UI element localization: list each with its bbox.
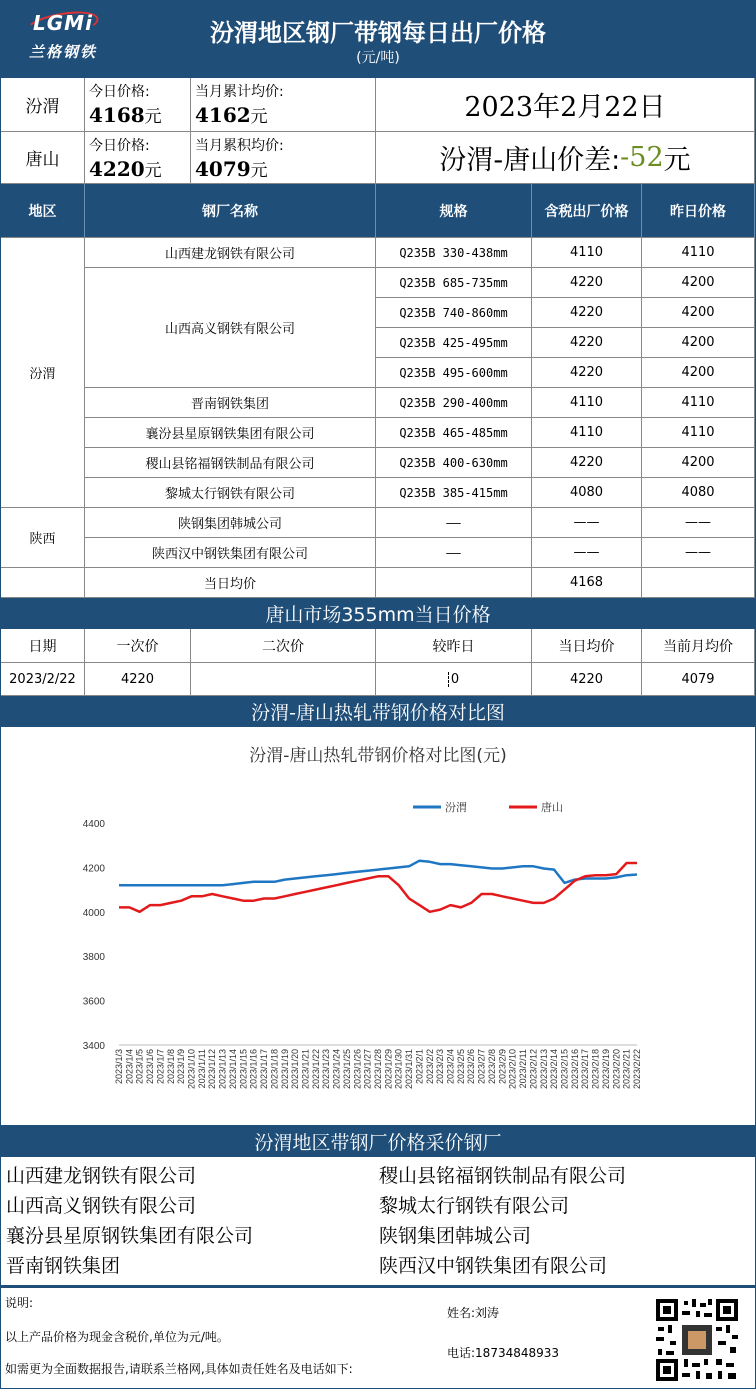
x-tick-label: 2023/1/10 <box>186 1049 197 1090</box>
mill-name: 陕西汉中钢铁集团有限公司 <box>85 538 376 568</box>
ts-date: 2023/2/22 <box>1 663 85 696</box>
price-chart <box>1 727 755 1125</box>
x-tick-label: 2023/1/18 <box>269 1049 280 1090</box>
x-tick-label: 2023/1/4 <box>124 1049 135 1085</box>
x-tick-label: 2023/2/15 <box>559 1049 570 1090</box>
x-tick-label: 2023/2/14 <box>549 1049 560 1090</box>
prev-cell: 4200 <box>642 448 755 478</box>
x-tick-label: 2023/2/10 <box>507 1049 518 1090</box>
spec-cell: Q235B 465-485mm <box>376 418 532 448</box>
mill-name: 晋南钢铁集团 <box>85 388 376 418</box>
avg-empty <box>376 568 532 598</box>
x-tick-label: 2023/2/1 <box>414 1049 425 1085</box>
price-cell: 4220 <box>532 298 642 328</box>
prev-cell: 4200 <box>642 328 755 358</box>
avg-label: 当日均价 <box>85 568 376 598</box>
x-tick-label: 2023/1/20 <box>290 1049 301 1090</box>
price-diff: 汾渭-唐山价差: -52 元 <box>376 132 755 184</box>
price-cell: —— <box>532 538 642 568</box>
fenwei-today-cell: 今日价格: 4168元 <box>85 78 191 132</box>
x-tick-label: 2023/2/2 <box>424 1049 435 1085</box>
y-tick-label: 3400 <box>82 1041 105 1052</box>
report-unit: (元/吨) <box>356 50 400 66</box>
tangshan-month-value: 4079 <box>195 157 251 181</box>
prev-cell: 4200 <box>642 358 755 388</box>
x-tick-label: 2023/1/13 <box>217 1049 228 1090</box>
contact-phone: 电话:18734848933 <box>447 1346 560 1360</box>
prev-cell: 4080 <box>642 478 755 508</box>
x-tick-label: 2023/2/20 <box>611 1049 622 1090</box>
x-tick-label: 2023/2/16 <box>569 1049 580 1090</box>
price-cell: 4220 <box>532 358 642 388</box>
prev-cell: —— <box>642 508 755 538</box>
x-tick-label: 2023/1/25 <box>341 1049 352 1090</box>
price-cell: 4080 <box>532 478 642 508</box>
x-tick-label: 2023/1/14 <box>227 1049 238 1090</box>
x-tick-label: 2023/2/6 <box>466 1049 477 1085</box>
x-tick-label: 2023/1/9 <box>176 1049 187 1085</box>
summary-region-fenwei: 汾渭 <box>1 78 85 132</box>
chart-section-title: 汾渭-唐山热轧带钢价格对比图 <box>1 696 755 727</box>
ts-change: 0 <box>376 663 532 696</box>
x-tick-label: 2023/2/12 <box>528 1049 539 1090</box>
spec-cell: Q235B 330-438mm <box>376 238 532 268</box>
avg-empty <box>642 568 755 598</box>
x-tick-label: 2023/1/21 <box>300 1049 311 1090</box>
ts-col-second: 二次价 <box>191 629 376 663</box>
col-price: 含税出厂价格 <box>532 184 642 238</box>
spec-cell: Q235B 385-415mm <box>376 478 532 508</box>
region-shaanxi: 陕西 <box>1 508 85 568</box>
x-tick-label: 2023/1/31 <box>404 1049 415 1090</box>
mill-name: 山西高义钢铁有限公司 <box>85 268 376 388</box>
y-tick-label: 4400 <box>82 819 105 830</box>
x-tick-label: 2023/1/8 <box>165 1049 176 1085</box>
y-tick-label: 4000 <box>82 907 105 919</box>
price-cell: —— <box>532 508 642 538</box>
col-prev: 昨日价格 <box>642 184 755 238</box>
price-cell: 4220 <box>532 268 642 298</box>
series-line <box>119 861 637 886</box>
price-cell: 4110 <box>532 418 642 448</box>
tangshan-market-title: 唐山市场355mm当日价格 <box>1 598 755 629</box>
x-tick-label: 2023/2/3 <box>435 1049 446 1085</box>
mill-list-item: 山西建龙钢铁有限公司 <box>6 1165 197 1187</box>
contact-name: 姓名:刘涛 <box>447 1306 500 1320</box>
y-tick-label: 3600 <box>82 996 105 1008</box>
mill-name: 稷山县铭福钢铁制品有限公司 <box>85 448 376 478</box>
price-cell: 4110 <box>532 238 642 268</box>
x-tick-label: 2023/1/16 <box>248 1049 259 1090</box>
avg-value: 4168 <box>532 568 642 598</box>
legend-label: 汾渭 <box>445 802 467 814</box>
prev-cell: 4110 <box>642 418 755 448</box>
col-spec: 规格 <box>376 184 532 238</box>
x-tick-label: 2023/2/9 <box>497 1049 508 1085</box>
col-mill: 钢厂名称 <box>85 184 376 238</box>
spec-cell: Q235B 425-495mm <box>376 328 532 358</box>
spec-cell: Q235B 740-860mm <box>376 298 532 328</box>
mill-list-item: 陕西汉中钢铁集团有限公司 <box>379 1255 608 1277</box>
report-date: 2023年2月22日 <box>376 78 755 132</box>
x-tick-label: 2023/1/12 <box>207 1049 218 1090</box>
x-tick-label: 2023/1/29 <box>383 1049 394 1090</box>
tangshan-today-cell: 今日价格: 4220元 <box>85 132 191 184</box>
fenwei-month-cell: 当月累计均价: 4162元 <box>191 78 376 132</box>
mill-list-item: 襄汾县星原钢铁集团有限公司 <box>6 1225 254 1247</box>
prev-cell: 4110 <box>642 388 755 418</box>
prev-cell: 4110 <box>642 238 755 268</box>
note-1: 以上产品价格为现金含税价,单位为元/吨。 <box>5 1330 229 1344</box>
mills-section-title: 汾渭地区带钢厂价格采价钢厂 <box>1 1125 755 1157</box>
spec-cell: Q235B 400-630mm <box>376 448 532 478</box>
price-cell: 4220 <box>532 448 642 478</box>
ts-col-avg: 当日均价 <box>532 629 642 663</box>
ts-col-month-avg: 当前月均价 <box>642 629 755 663</box>
x-tick-label: 2023/1/5 <box>134 1049 145 1085</box>
mill-list-item: 山西高义钢铁有限公司 <box>6 1195 197 1217</box>
tangshan-today-value: 4220 <box>89 157 145 181</box>
report-title: 汾渭地区钢厂带钢每日出厂价格 <box>210 19 546 47</box>
note-label: 说明: <box>5 1296 34 1310</box>
fenwei-today-value: 4168 <box>89 103 145 127</box>
x-tick-label: 2023/2/18 <box>590 1049 601 1090</box>
x-tick-label: 2023/1/24 <box>331 1049 342 1090</box>
ts-day-avg: 4220 <box>532 663 642 696</box>
spec-cell: —— <box>376 538 532 568</box>
prev-cell: —— <box>642 538 755 568</box>
x-tick-label: 2023/1/11 <box>196 1049 207 1089</box>
prev-cell: 4200 <box>642 268 755 298</box>
spec-cell: Q235B 685-735mm <box>376 268 532 298</box>
x-tick-label: 2023/1/7 <box>155 1049 166 1085</box>
x-tick-label: 2023/2/8 <box>486 1049 497 1085</box>
x-tick-label: 2023/2/11 <box>518 1049 529 1089</box>
spec-cell: Q235B 495-600mm <box>376 358 532 388</box>
x-tick-label: 2023/2/4 <box>445 1049 456 1085</box>
prev-cell: 4200 <box>642 298 755 328</box>
chart-svg <box>1 727 755 1125</box>
mill-name: 黎城太行钢铁有限公司 <box>85 478 376 508</box>
x-tick-label: 2023/1/26 <box>352 1049 363 1090</box>
region-empty <box>1 568 85 598</box>
footer-divider <box>1 1285 755 1288</box>
price-cell: 4110 <box>532 388 642 418</box>
x-tick-label: 2023/2/19 <box>600 1049 611 1090</box>
mill-name: 山西建龙钢铁有限公司 <box>85 238 376 268</box>
spec-cell: Q235B 290-400mm <box>376 388 532 418</box>
ts-first-price: 4220 <box>85 663 191 696</box>
region-fenwei: 汾渭 <box>1 238 85 508</box>
mill-list-item: 晋南钢铁集团 <box>6 1255 121 1277</box>
y-tick-label: 3800 <box>82 952 105 964</box>
ts-col-date: 日期 <box>1 629 85 663</box>
x-tick-label: 2023/2/22 <box>632 1049 642 1090</box>
mill-list-item: 稷山县铭福钢铁制品有限公司 <box>379 1165 627 1187</box>
report-header <box>1 1 755 78</box>
y-tick-label: 4200 <box>82 863 105 875</box>
chart-title: 汾渭-唐山热轧带钢价格对比图(元) <box>249 746 507 766</box>
col-region: 地区 <box>1 184 85 238</box>
mill-name: 襄汾县星原钢铁集团有限公司 <box>85 418 376 448</box>
x-tick-label: 2023/2/17 <box>580 1049 591 1090</box>
ts-second-price <box>191 663 376 696</box>
x-tick-label: 2023/1/15 <box>238 1049 249 1090</box>
price-cell: 4220 <box>532 328 642 358</box>
x-tick-label: 2023/2/13 <box>538 1049 549 1090</box>
x-tick-label: 2023/1/28 <box>373 1049 383 1090</box>
tangshan-month-cell: 当月累积均价: 4079元 <box>191 132 376 184</box>
mill-list-item: 黎城太行钢铁有限公司 <box>379 1195 570 1217</box>
x-tick-label: 2023/1/27 <box>362 1049 373 1090</box>
qr-code-icon <box>654 1297 740 1383</box>
mill-list-item: 陕钢集团韩城公司 <box>379 1225 532 1247</box>
x-tick-label: 2023/1/17 <box>259 1049 270 1090</box>
x-tick-label: 2023/1/6 <box>145 1049 156 1085</box>
mill-name: 陕钢集团韩城公司 <box>85 508 376 538</box>
x-tick-label: 2023/2/21 <box>621 1049 632 1090</box>
legend-label: 唐山 <box>541 802 563 814</box>
x-tick-label: 2023/1/30 <box>393 1049 404 1090</box>
x-tick-label: 2023/1/19 <box>279 1049 290 1090</box>
spec-cell: —— <box>376 508 532 538</box>
ts-col-first: 一次价 <box>85 629 191 663</box>
x-tick-label: 2023/1/3 <box>114 1049 124 1085</box>
price-diff-value: -52 <box>620 142 664 173</box>
summary-region-tangshan: 唐山 <box>1 132 85 184</box>
x-tick-label: 2023/2/5 <box>455 1049 466 1085</box>
x-tick-label: 2023/1/23 <box>321 1049 332 1090</box>
fenwei-month-value: 4162 <box>195 103 251 127</box>
ts-month-avg: 4079 <box>642 663 755 696</box>
ts-col-change: 较昨日 <box>376 629 532 663</box>
lange-logo: LGMi 兰格钢铁 <box>23 11 105 67</box>
x-tick-label: 2023/2/7 <box>476 1049 487 1085</box>
x-tick-label: 2023/1/22 <box>310 1049 321 1090</box>
note-2: 如需更为全面数据报告,请联系兰格网,具体如责任姓名及电话如下: <box>5 1362 353 1376</box>
